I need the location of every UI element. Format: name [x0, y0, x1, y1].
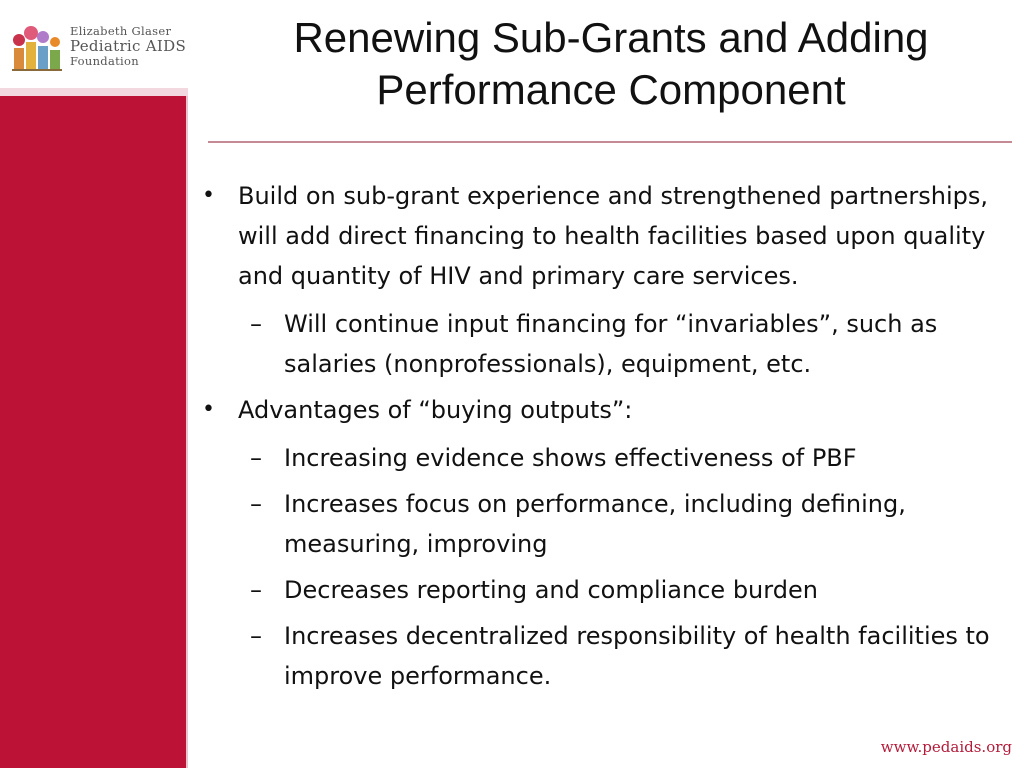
sub-bullet-text: Will continue input financing for “invariables”, such as salaries (nonprofessionals), equipment, etc.	[284, 310, 938, 378]
sub-bullet-text: Increases decentralized responsibility of health facilities to improve performance.	[284, 622, 990, 690]
logo-line-3: Foundation	[70, 54, 139, 68]
logo	[0, 0, 188, 89]
sub-bullet-marker: –	[250, 444, 262, 472]
sub-bullet-item	[198, 616, 1018, 696]
sub-bullet-marker: –	[250, 490, 262, 518]
bullet-marker: •	[202, 397, 215, 422]
sub-bullet-marker: –	[250, 576, 262, 604]
bullet-item	[198, 390, 1018, 430]
logo-wordmark	[70, 24, 186, 69]
slide-title	[206, 12, 1016, 116]
bullet-item	[198, 176, 1018, 296]
sub-bullet-item	[198, 484, 1018, 564]
logo-line-1: Elizabeth Glaser	[70, 24, 172, 38]
slide-body	[198, 176, 1018, 702]
sub-bullet-marker: –	[250, 310, 262, 338]
sub-bullet-item	[198, 438, 1018, 478]
sub-bullet-marker: –	[250, 622, 262, 650]
bullet-text: Advantages of “buying outputs”:	[238, 396, 633, 424]
logo-line-2: Pediatric AIDS	[70, 37, 187, 55]
accent-strip	[0, 88, 188, 96]
foundation-logo-icon	[8, 18, 66, 76]
slide-title-line-1: Renewing Sub-Grants and Adding	[293, 14, 929, 61]
sub-bullet-text: Increasing evidence shows effectiveness of PBF	[284, 444, 857, 472]
sub-bullet-text: Increases focus on performance, including defining, measuring, improving	[284, 490, 906, 558]
sub-bullet-item	[198, 570, 1018, 610]
sub-bullet-text: Decreases reporting and compliance burden	[284, 576, 818, 604]
slide-title-line-2: Performance Component	[376, 66, 846, 113]
title-divider	[208, 141, 1012, 143]
bullet-marker: •	[202, 183, 215, 208]
sub-bullet-item	[198, 304, 1018, 384]
bullet-text: Build on sub-grant experience and strengthened partnerships, will add direct financing to health facilities based upon quality and quantity of HIV and primary care services.	[238, 182, 988, 290]
sidebar	[0, 0, 188, 768]
red-side-panel	[0, 96, 188, 768]
website-link[interactable]: www.pedaids.org	[880, 738, 1012, 756]
